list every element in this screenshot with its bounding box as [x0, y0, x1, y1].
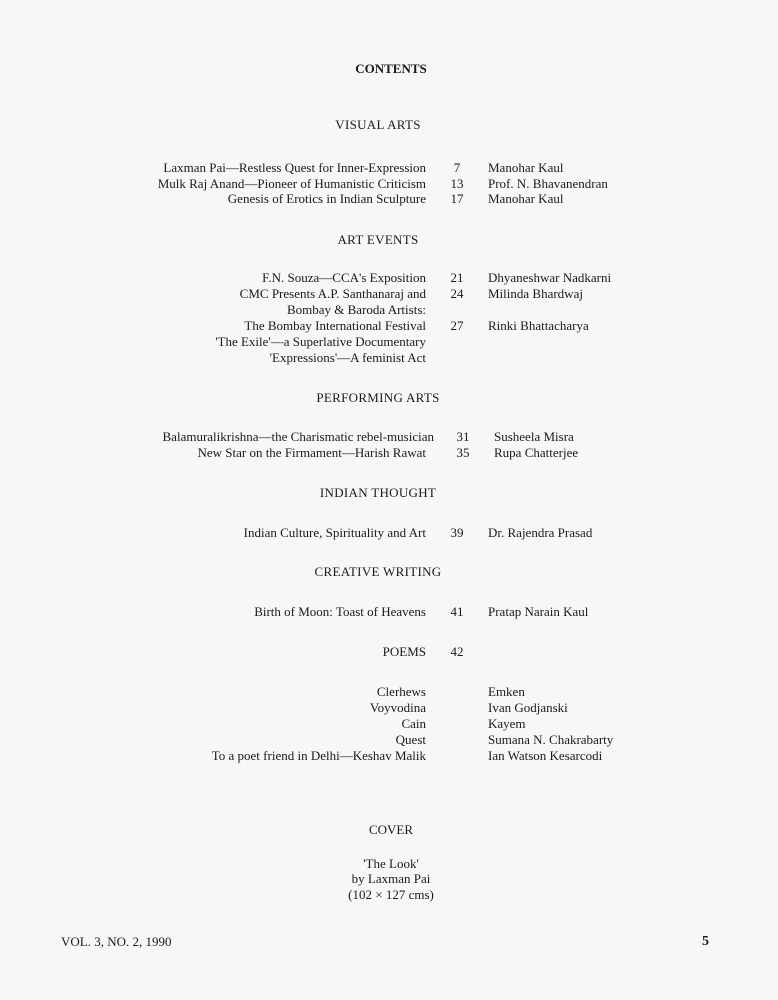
- entry-page: 7: [453, 160, 461, 175]
- entry-author: Manohar Kaul: [488, 191, 564, 206]
- toc-entry[interactable]: [0, 732, 778, 748]
- poems-heading-row: [0, 644, 778, 660]
- toc-entry[interactable]: [0, 684, 778, 700]
- entry-title: Balamuralikrishna—the Charismatic rebel-musician: [162, 429, 434, 444]
- entry-title: Laxman Pai—Restless Quest for Inner-Expression: [163, 160, 426, 175]
- entry-title: Bombay & Baroda Artists:: [286, 302, 426, 317]
- entry-page: 35: [456, 445, 470, 460]
- section-heading-visual-arts: VISUAL ARTS: [335, 117, 421, 132]
- section-heading-cover: COVER: [368, 822, 414, 837]
- cover-caption-line: by Laxman Pai: [351, 871, 431, 886]
- entry-title: Voyvodina: [369, 700, 426, 715]
- entry-author: Dhyaneshwar Nadkarni: [488, 270, 612, 285]
- entry-page: 21: [450, 270, 464, 285]
- entry-page: 41: [450, 604, 464, 619]
- toc-entry[interactable]: [0, 270, 778, 286]
- entry-title: Genesis of Erotics in Indian Sculpture: [227, 191, 426, 206]
- cover-caption-line: (102 × 127 cms): [348, 887, 434, 902]
- entry-title: Mulk Raj Anand—Pioneer of Humanistic Criticism: [157, 176, 426, 191]
- toc-entry[interactable]: [0, 716, 778, 732]
- toc-entry[interactable]: [0, 160, 778, 176]
- toc-entry[interactable]: [0, 429, 778, 445]
- entry-page: 42: [450, 644, 464, 659]
- entry-title: New Star on the Firmament—Harish Rawat: [197, 445, 426, 460]
- cover-caption-line: 'The Look': [363, 856, 419, 871]
- entry-author: Sumana N. Chakrabarty: [488, 732, 614, 747]
- entry-author: Ivan Godjanski: [488, 700, 568, 715]
- entry-author: Rupa Chatterjee: [494, 445, 579, 460]
- entry-page: 31: [456, 429, 470, 444]
- entry-page: 17: [450, 191, 464, 206]
- entry-author: Dr. Rajendra Prasad: [488, 525, 593, 540]
- entry-author: Rinki Bhattacharya: [488, 318, 589, 333]
- entry-title: CMC Presents A.P. Santhanaraj and: [239, 286, 426, 301]
- entry-page: 13: [450, 176, 464, 191]
- entry-author: Manohar Kaul: [488, 160, 564, 175]
- toc-entry[interactable]: [0, 334, 778, 350]
- entry-author: Susheela Misra: [494, 429, 574, 444]
- section-heading-performing-arts: PERFORMING ARTS: [316, 390, 440, 405]
- page-number: 5: [702, 934, 709, 949]
- toc-entry[interactable]: [0, 286, 778, 302]
- entry-title: 'Expressions'—A feminist Act: [269, 350, 426, 365]
- entry-author: Pratap Narain Kaul: [488, 604, 589, 619]
- toc-entry[interactable]: [0, 445, 778, 461]
- entry-author: Prof. N. Bhavanendran: [488, 176, 608, 191]
- toc-entry[interactable]: [0, 318, 778, 334]
- entry-title: To a poet friend in Delhi—Keshav Malik: [211, 748, 426, 763]
- section-heading-indian-thought: INDIAN THOUGHT: [319, 485, 437, 500]
- entry-title: The Bombay International Festival: [244, 318, 426, 333]
- entry-author: Emken: [488, 684, 525, 699]
- entry-title: 'The Exile'—a Superlative Documentary: [215, 334, 426, 349]
- toc-entry[interactable]: [0, 302, 778, 318]
- entry-page: 27: [450, 318, 464, 333]
- entry-title: Quest: [395, 732, 426, 747]
- entry-page: 39: [450, 525, 464, 540]
- entry-author: Ian Watson Kesarcodi: [488, 748, 603, 763]
- section-heading-art-events: ART EVENTS: [337, 232, 419, 247]
- section-heading-poems: POEMS: [382, 644, 426, 659]
- entry-title: Cain: [401, 716, 426, 731]
- toc-entry[interactable]: [0, 191, 778, 207]
- entry-title: Birth of Moon: Toast of Heavens: [254, 604, 426, 619]
- entry-author: Milinda Bhardwaj: [488, 286, 583, 301]
- toc-entry[interactable]: [0, 176, 778, 192]
- entry-title: Clerhews: [376, 684, 426, 699]
- toc-entry[interactable]: [0, 350, 778, 366]
- entry-title: F.N. Souza—CCA's Exposition: [262, 270, 426, 285]
- entry-title: Indian Culture, Spirituality and Art: [243, 525, 426, 540]
- volume-info: VOL. 3, NO. 2, 1990: [61, 934, 172, 949]
- section-heading-creative-writing: CREATIVE WRITING: [314, 564, 442, 579]
- page-title: CONTENTS: [355, 61, 427, 76]
- toc-entry[interactable]: [0, 525, 778, 541]
- toc-entry[interactable]: [0, 604, 778, 620]
- toc-entry[interactable]: [0, 748, 778, 764]
- toc-entry[interactable]: [0, 700, 778, 716]
- entry-author: Kayem: [488, 716, 526, 731]
- entry-page: 24: [450, 286, 464, 301]
